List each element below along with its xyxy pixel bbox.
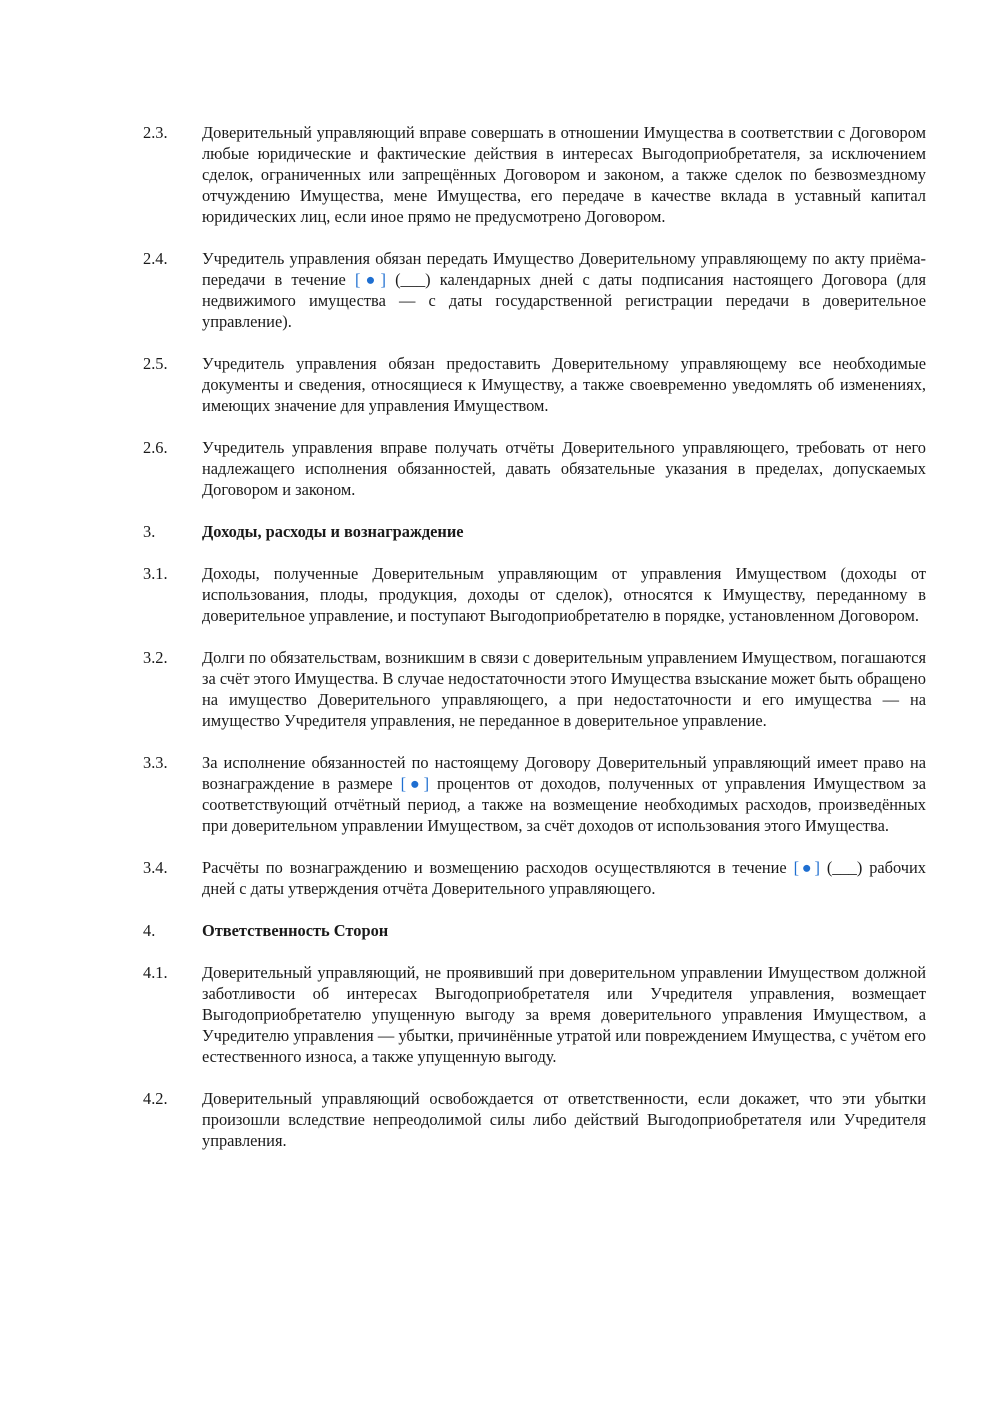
clause-number: 4. <box>143 921 156 940</box>
clause-text <box>202 752 926 836</box>
clause-text <box>202 647 926 731</box>
clause-number: 3. <box>143 522 156 541</box>
clause-paragraph <box>0 437 1000 500</box>
clause-number: 3.3. <box>143 753 168 772</box>
clause-text <box>202 857 926 899</box>
placeholder-marker: [●] <box>400 774 430 793</box>
clause-text-run: (___) календарных дней с даты подписания настоящего Договора (для недвижимого имущества — с даты государственной регистрации передачи в доверительное управление). <box>202 270 927 331</box>
clause-paragraph <box>0 752 1000 836</box>
clause-text <box>202 353 926 416</box>
clause-paragraph <box>0 1088 1000 1151</box>
clause-number: 4.1. <box>143 963 168 982</box>
clause-text <box>202 122 926 227</box>
clause-text-run: Учредитель управления вправе получать отчёты Доверительного управляющего, требовать от него надлежащего исполнения обязанностей, давать обязательные указания в пределах, допускаемых Договором и законом. <box>202 438 926 499</box>
clause-paragraph <box>0 248 1000 332</box>
clause-number: 3.1. <box>143 564 168 583</box>
clause-text-run: Учредитель управления обязан передать Имущество Доверительному управляющему по акту приёма-передачи в течение <box>202 249 926 289</box>
placeholder-marker: [●] <box>793 858 820 877</box>
clause-paragraph <box>0 353 1000 416</box>
clause-number: 2.6. <box>143 438 168 457</box>
clause-text <box>202 563 926 626</box>
clause-paragraph <box>0 857 1000 899</box>
clause-text <box>202 437 926 500</box>
clause-paragraph <box>0 122 1000 227</box>
section-title <box>202 521 926 542</box>
clause-text-run: (___) рабочих дней с даты утверждения отчёта Доверительного управляющего. <box>202 858 926 898</box>
section-title <box>202 920 926 941</box>
clause-text-run: Доходы, расходы и вознаграждение <box>202 522 464 541</box>
clause-text-run: Доверительный управляющий освобождается от ответственности, если докажет, что эти убытки произошли вследствие непреодолимой силы либо действий Выгодоприобретателя или Учредителя управления. <box>202 1089 926 1150</box>
clause-text-run: процентов от доходов, полученных от управления Имуществом за соответствующий отчётный период, а также на возмещение необходимых расходов, произведённых при доверительном управлении Имуществом, за счёт доходов от использования этого Имущества. <box>202 774 926 835</box>
clause-text-run: Долги по обязательствам, возникшим в связи с доверительным управлением Имуществом, погашаются за счёт этого Имущества. В случае недостаточности этого Имущества взыскание может быть обращено на имущество Доверительного управляющего, а при недостаточности и его имущества — на имущество Учредителя управления, не переданное в доверительное управление. <box>202 648 926 730</box>
clause-number: 2.3. <box>143 123 168 142</box>
placeholder-marker: [●] <box>354 270 386 289</box>
clause-text-run: Расчёты по вознаграждению и возмещению расходов осуществляются в течение <box>202 858 794 877</box>
clause-text-run: Учредитель управления обязан предоставить Доверительному управляющему все необходимые документы и сведения, относящиеся к Имуществу, а также своевременно уведомлять об изменениях, имеющих значение для управления Имуществом. <box>202 354 926 415</box>
clause-paragraph <box>0 647 1000 731</box>
clause-paragraph <box>0 962 1000 1067</box>
section-heading <box>0 521 1000 542</box>
clause-number: 3.4. <box>143 858 168 877</box>
clause-number: 2.5. <box>143 354 168 373</box>
clause-text-run: Доверительный управляющий вправе совершать в отношении Имущества в соответствии с Договором любые юридические и фактические действия в интересах Выгодоприобретателя, за исключением сделок, ограниченных или запрещённых Договором и законом, а также сделок по безвозмездному отчуждению Имущества, мене Имущества, его передаче в качестве вклада в уставный капитал юридических лиц, если иное прямо не предусмотрено Договором. <box>202 123 926 226</box>
clause-text-run: Доходы, полученные Доверительным управляющим от управления Имуществом (доходы от использования, плоды, продукция, доходы от сделок), относятся к Имуществу, переданному в доверительное управление, и поступают Выгодоприобретателю в порядке, установленном Договором. <box>202 564 926 625</box>
document-page <box>0 122 1000 1172</box>
clause-number: 2.4. <box>143 249 168 268</box>
clause-text-run: За исполнение обязанностей по настоящему Договору Доверительный управляющий имеет право на вознаграждение в размере <box>202 753 926 793</box>
clause-text-run: Доверительный управляющий, не проявивший при доверительном управлении Имуществом должной заботливости об интересах Выгодоприобретателя или Учредителя управления, возмещает Выгодоприобретателю упущенную выгоду за время доверительного управления Имуществом, а Учредителю управления — убытки, причинённые утратой или повреждением Имущества, с учётом его естественного износа, а также упущенную выгоду. <box>202 963 926 1066</box>
clause-number: 4.2. <box>143 1089 168 1108</box>
clause-paragraph <box>0 563 1000 626</box>
clause-number: 3.2. <box>143 648 168 667</box>
clause-text <box>202 248 926 332</box>
clause-text-run: Ответственность Сторон <box>202 921 389 940</box>
clause-text <box>202 1088 926 1151</box>
section-heading <box>0 920 1000 941</box>
clause-text <box>202 962 926 1067</box>
